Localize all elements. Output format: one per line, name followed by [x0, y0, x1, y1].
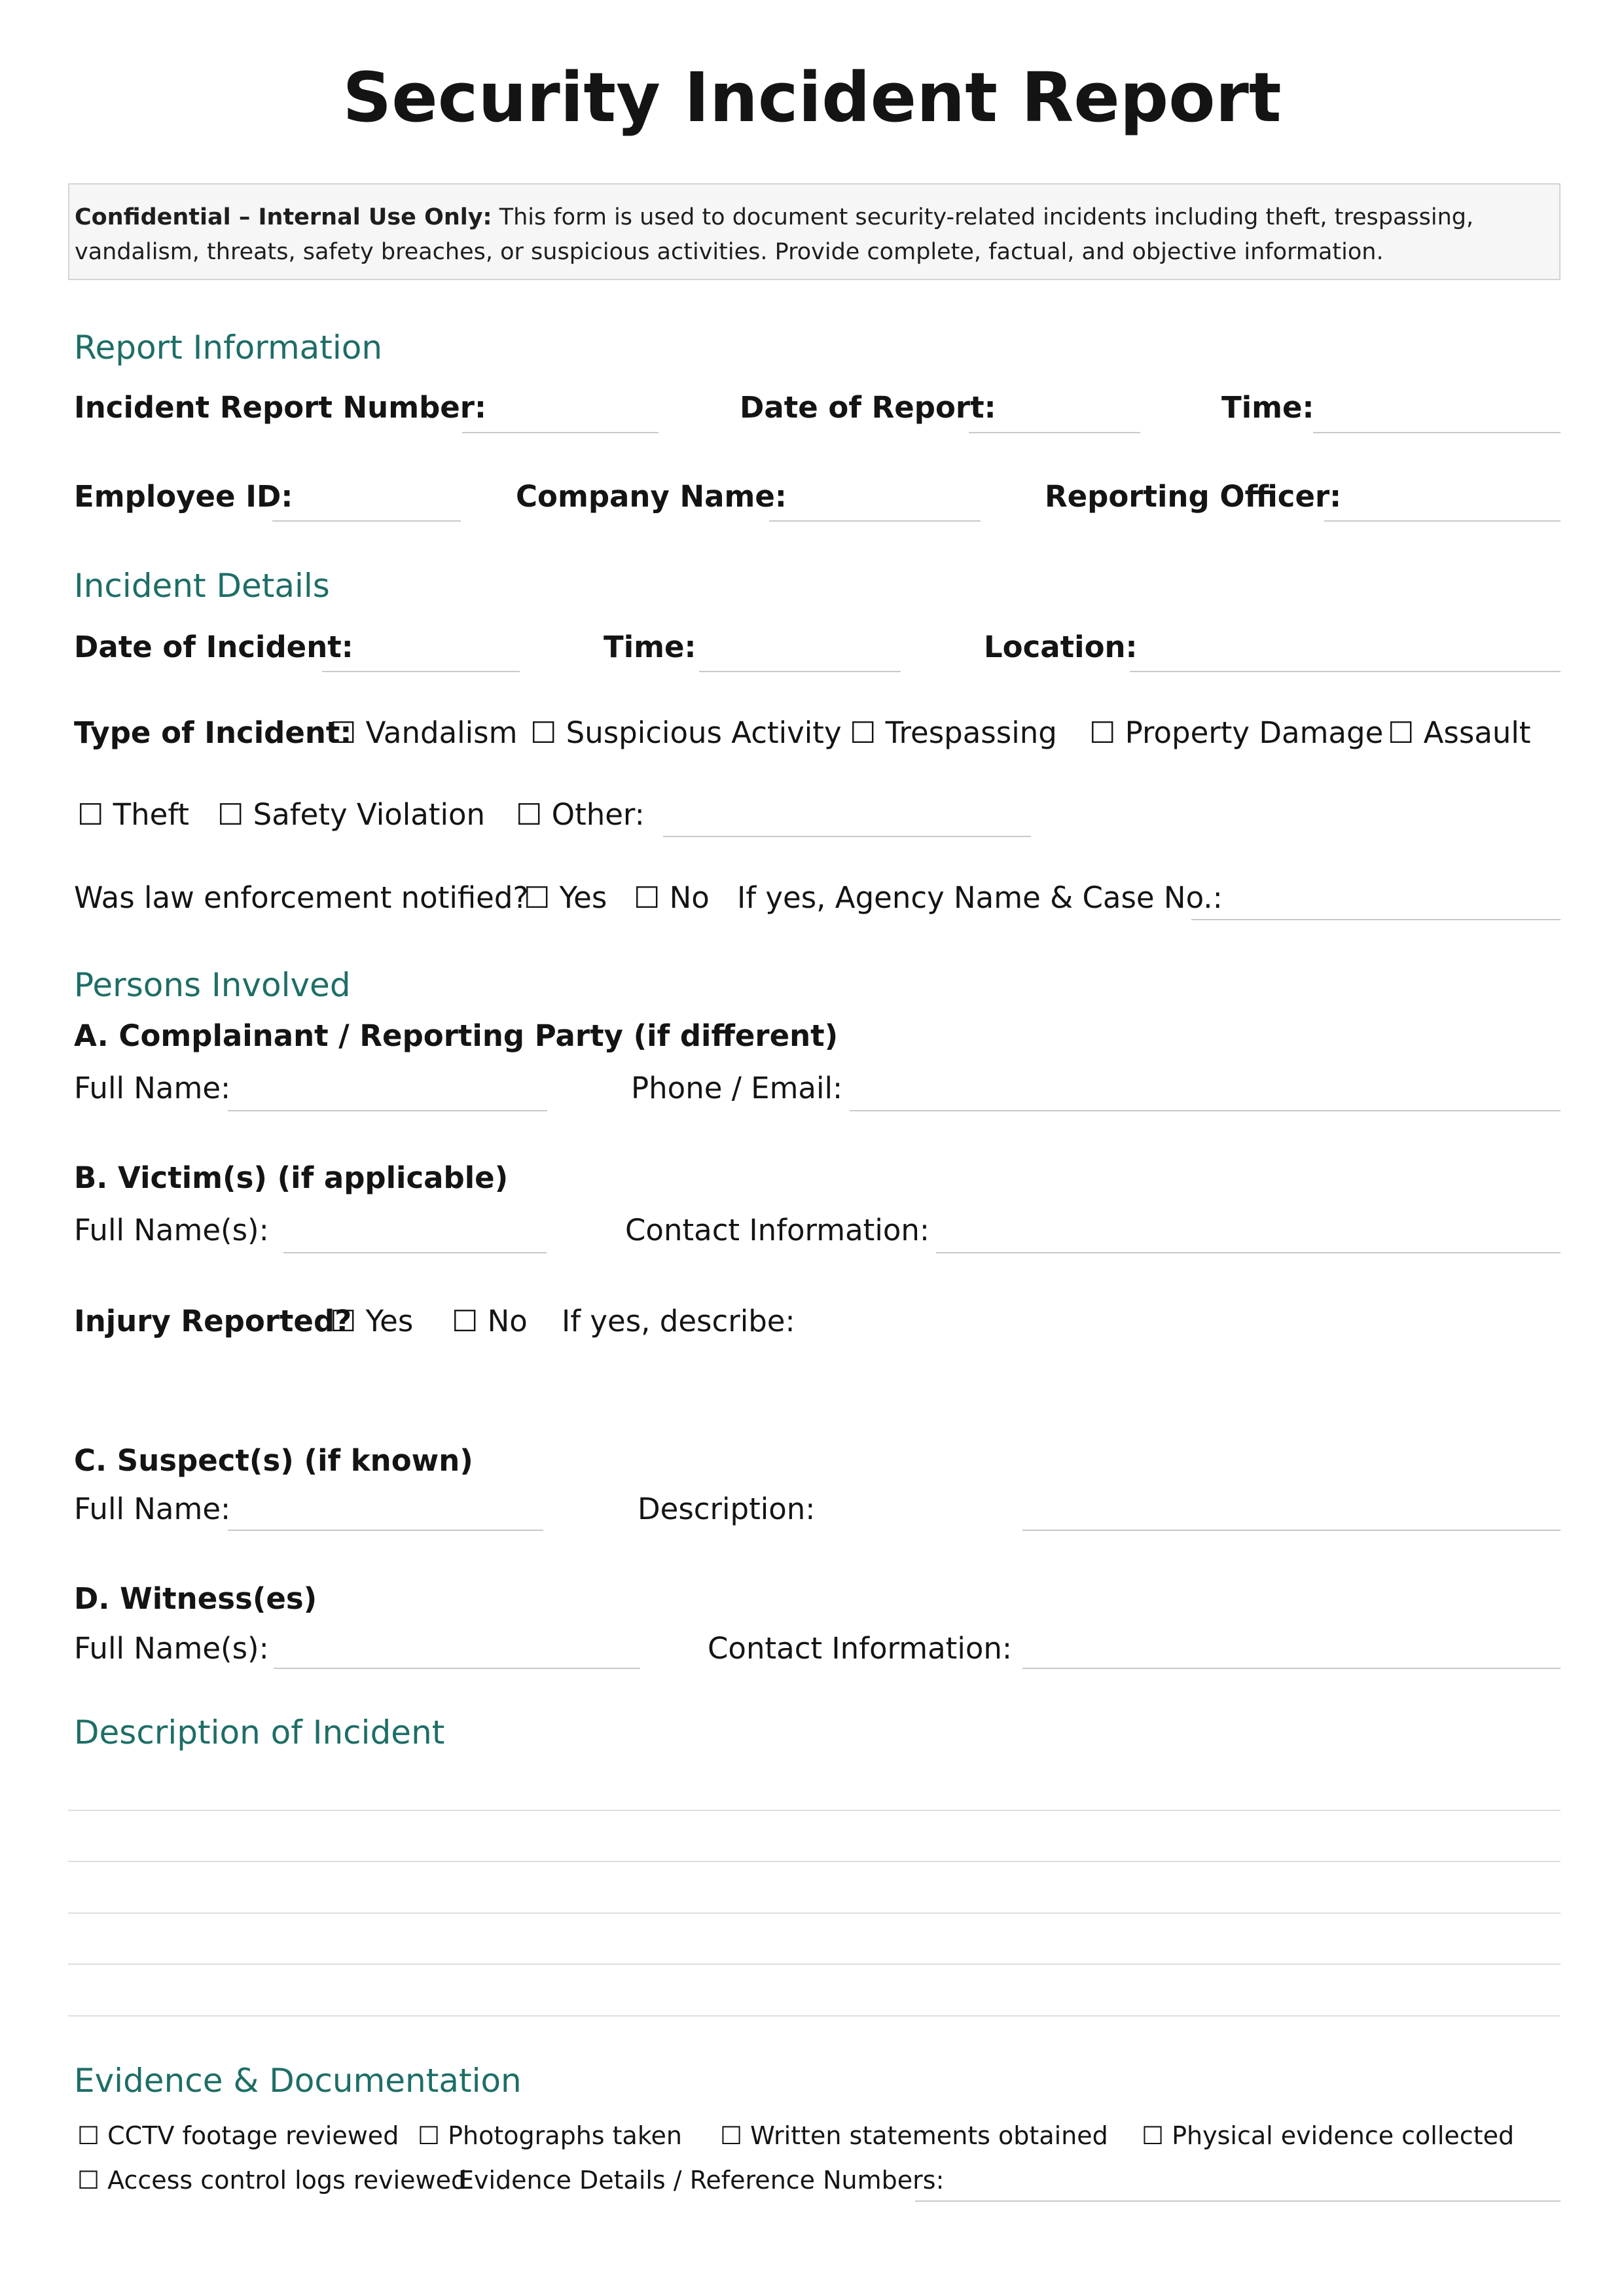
injury-describe-label: If yes, describe:	[562, 1304, 795, 1338]
company-name-field[interactable]	[769, 520, 981, 522]
date-of-incident-label: Date of Incident:	[74, 630, 353, 664]
report-time-label: Time:	[1221, 390, 1314, 425]
victim-names-field[interactable]	[283, 1252, 547, 1253]
checkbox-theft[interactable]: ☐ Theft	[77, 797, 190, 832]
company-name-label: Company Name:	[516, 479, 787, 514]
checkbox-safety-violation[interactable]: ☐ Safety Violation	[217, 797, 485, 832]
description-line-5[interactable]	[68, 2015, 1561, 2017]
checkbox-other[interactable]: ☐ Other:	[516, 797, 645, 832]
reporting-officer-label: Reporting Officer:	[1045, 479, 1342, 514]
suspect-name-field[interactable]	[228, 1530, 543, 1531]
page-title: Security Incident Report	[342, 58, 1282, 137]
incident-report-number-label: Incident Report Number:	[74, 390, 486, 425]
date-of-report-label: Date of Report:	[740, 390, 996, 425]
suspect-description-field[interactable]	[1022, 1530, 1561, 1531]
checkbox-photographs[interactable]: ☐ Photographs taken	[418, 2121, 682, 2150]
section-report-information: Report Information	[74, 329, 383, 367]
checkbox-property-damage[interactable]: ☐ Property Damage	[1089, 715, 1384, 750]
complainant-phone-label: Phone / Email:	[631, 1071, 843, 1105]
employee-id-field[interactable]	[272, 520, 461, 522]
injury-yes[interactable]: ☐ Yes	[330, 1304, 414, 1338]
notice-strong: Confidential – Internal Use Only:	[75, 204, 492, 230]
suspect-subheading: C. Suspect(s) (if known)	[74, 1443, 473, 1478]
agency-case-label: If yes, Agency Name & Case No.:	[737, 880, 1223, 915]
evidence-details-field[interactable]	[915, 2200, 1561, 2202]
victim-contact-field[interactable]	[936, 1252, 1561, 1253]
type-of-incident-label: Type of Incident:	[74, 715, 352, 750]
witness-names-label: Full Name(s):	[74, 1631, 269, 1666]
victim-names-label: Full Name(s):	[74, 1213, 269, 1247]
witness-contact-label: Contact Information:	[708, 1631, 1013, 1666]
suspect-description-label: Description:	[638, 1492, 816, 1526]
location-field[interactable]	[1130, 671, 1561, 672]
checkbox-vandalism[interactable]: ☐ Vandalism	[330, 715, 518, 750]
notice-text: This form is used to document security-related incidents including theft, trespassing, vandalism, threats, safety breaches, or suspicious activities. Provide complete, factual, and objective information.	[75, 204, 1474, 265]
description-line-3[interactable]	[68, 1912, 1561, 1914]
complainant-phone-field[interactable]	[850, 1110, 1561, 1111]
other-incident-field[interactable]	[663, 836, 1031, 837]
description-line-1[interactable]	[68, 1810, 1561, 1811]
section-description-of-incident: Description of Incident	[74, 1713, 445, 1751]
victim-contact-label: Contact Information:	[625, 1213, 930, 1247]
section-persons-involved: Persons Involved	[74, 966, 351, 1004]
checkbox-assault[interactable]: ☐ Assault	[1388, 715, 1531, 750]
law-enforcement-no[interactable]: ☐ No	[634, 880, 710, 915]
checkbox-access-control-logs[interactable]: ☐ Access control logs reviewed	[77, 2166, 467, 2195]
complainant-subheading: A. Complainant / Reporting Party (if different)	[74, 1018, 839, 1053]
law-enforcement-yes[interactable]: ☐ Yes	[524, 880, 607, 915]
law-enforcement-question: Was law enforcement notified?	[74, 880, 529, 915]
complainant-name-label: Full Name:	[74, 1071, 231, 1105]
incident-time-label: Time:	[604, 630, 696, 664]
suspect-name-label: Full Name:	[74, 1492, 231, 1526]
section-incident-details: Incident Details	[74, 567, 330, 605]
witness-subheading: D. Witness(es)	[74, 1581, 317, 1616]
reporting-officer-field[interactable]	[1324, 520, 1561, 522]
description-line-4[interactable]	[68, 1964, 1561, 1965]
evidence-details-label: Evidence Details / Reference Numbers:	[458, 2166, 945, 2195]
date-of-incident-field[interactable]	[322, 671, 520, 672]
injury-no[interactable]: ☐ No	[452, 1304, 528, 1338]
incident-report-number-field[interactable]	[462, 432, 659, 433]
complainant-name-field[interactable]	[228, 1110, 547, 1111]
section-evidence-documentation: Evidence & Documentation	[74, 2062, 522, 2100]
date-of-report-field[interactable]	[969, 432, 1140, 433]
employee-id-label: Employee ID:	[74, 479, 293, 514]
location-label: Location:	[984, 630, 1138, 664]
confidential-notice	[68, 183, 1561, 280]
injury-reported-label: Injury Reported?	[74, 1304, 352, 1338]
checkbox-physical-evidence[interactable]: ☐ Physical evidence collected	[1142, 2121, 1515, 2150]
checkbox-suspicious-activity[interactable]: ☐ Suspicious Activity	[530, 715, 842, 750]
report-time-field[interactable]	[1313, 432, 1561, 433]
witness-contact-field[interactable]	[1022, 1668, 1561, 1669]
victim-subheading: B. Victim(s) (if applicable)	[74, 1160, 509, 1195]
description-line-2[interactable]	[68, 1861, 1561, 1862]
checkbox-written-statements[interactable]: ☐ Written statements obtained	[720, 2121, 1108, 2150]
checkbox-trespassing[interactable]: ☐ Trespassing	[850, 715, 1057, 750]
incident-time-field[interactable]	[699, 671, 901, 672]
witness-names-field[interactable]	[274, 1668, 640, 1669]
checkbox-cctv-footage[interactable]: ☐ CCTV footage reviewed	[77, 2121, 399, 2150]
agency-case-field[interactable]	[1191, 919, 1561, 920]
